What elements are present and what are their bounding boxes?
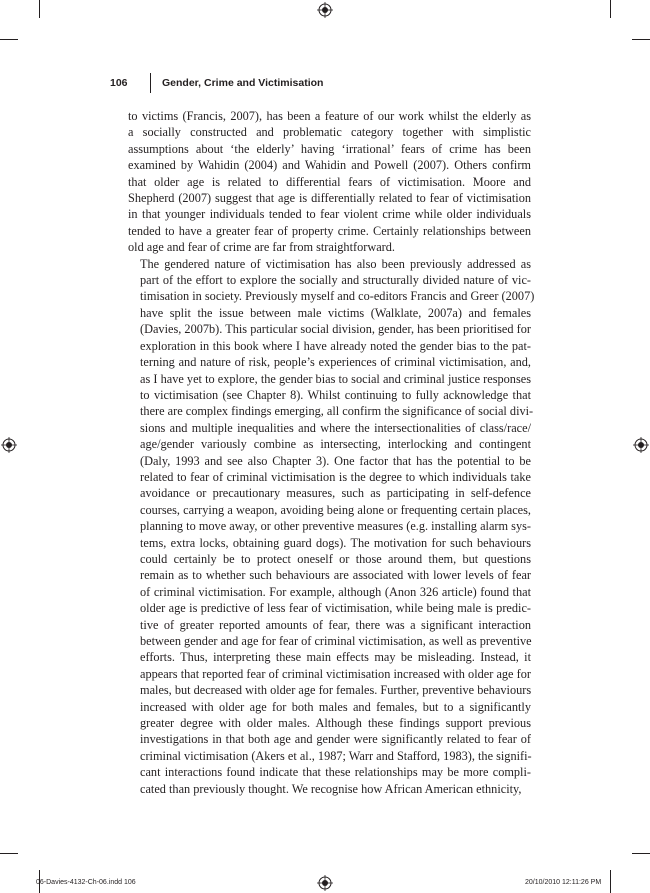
text-line: The gendered nature of victimisation has also been previously addressed as [140,256,531,271]
text-line: old age and fear of crime are far from straightforward. [128,240,395,255]
text-line: have split the issue between male victims (Walklate, 2007a) and females [140,305,531,320]
page-number: 106 [110,77,128,89]
text-line: exploration in this book where I have already noted the gender bias to the pat- [140,338,531,353]
paragraph-2 [128,256,535,797]
text-line: tive of greater reported amounts of fear, there was a significant interaction [140,617,531,632]
text-line: as I have yet to explore, the gender bias to social and criminal justice responses [140,371,531,386]
text-line: to victims (Francis, 2007), has been a feature of our work whilst the elderly as [128,109,531,123]
text-line: of criminal victimisation. For example, although (Anon 326 article) found that [140,584,531,599]
crop-mark-top-left [39,0,40,18]
text-line: sions and multiple inequalities and where the intersectionalities of class/race/ [140,420,531,435]
crop-mark-right-top [632,39,650,40]
text-line: cated than previously thought. We recognise how African American ethnicity, [140,781,522,796]
text-line: terning and nature of risk, people’s experiences of criminal victimisation, and, [140,355,531,370]
text-line: remain as to whether such behaviours are associated with lower levels of fear [140,568,531,583]
text-line: assumptions about ‘the elderly’ having ‘irrational’ fears of crime has been [128,141,531,156]
text-line: males, but decreased with older age for females. Further, preventive behaviours [140,683,532,698]
text-line: in that younger individuals tended to fear violent crime while older individuals [128,207,531,222]
text-line: courses, carrying a weapon, avoiding being alone or frequenting certain places, [140,502,531,517]
text-line: examined by Wahidin (2004) and Wahidin and Powell (2007). Others confirm [128,158,531,173]
text-line: to victimisation (see Chapter 8). Whilst continuing to fully acknowledge that [140,387,531,402]
text-line: related to fear of criminal victimisation is the degree to which individuals take [140,469,531,484]
text-line: planning to move away, or other preventive measures (e.g. installing alarm sys- [140,519,531,534]
crop-mark-right-bottom [632,853,650,854]
text-line: greater degree with older males. Although these findings support previous [140,716,531,731]
text-line: a socially constructed and problematic category together with simplistic [128,125,531,140]
running-header [110,72,323,94]
text-line: timisation in society. Previously myself and co-editors Francis and Greer (2007) [140,289,535,304]
text-line: there are complex findings emerging, all confirm the significance of social divi- [140,404,534,419]
registration-mark-bottom-icon [317,875,333,891]
text-line: investigations in that both age and gender were significantly related to fear of [140,732,531,747]
text-line: (Daly, 1993 and see also Chapter 3). One factor that has the potential to be [140,453,531,468]
crop-mark-left-top [0,39,18,40]
slug-file-info: 06-Davies-4132-Ch-06.indd 106 [36,879,136,886]
text-line: that older age is related to differential fears of victimisation. Moore and [128,174,531,189]
text-line: (Davies, 2007b). This particular social division, gender, has been prioritised for [140,322,531,337]
text-line: tended to have a greater fear of property crime. Certainly relationships between [128,223,531,238]
text-line: appears that reported fear of criminal victimisation increased with older age for [140,666,531,681]
slug-timestamp: 20/10/2010 12:11:26 PM [525,879,602,886]
registration-mark-right-icon [633,437,649,453]
text-line: tems, extra locks, obtaining guard dogs). The motivation for such behaviours [140,535,531,550]
registration-mark-top-icon [317,2,333,18]
header-divider [150,73,151,93]
text-line: Shepherd (2007) suggest that age is differentially related to fear of victimisation [128,191,531,206]
text-line: part of the effort to explore the socially and structurally divided nature of vic- [140,273,531,288]
text-line: between gender and age for fear of criminal victimisation, as well as preventive [140,634,532,648]
running-title: Gender, Crime and Victimisation [162,77,324,89]
text-line: criminal victimisation (Akers et al., 1987; Warr and Stafford, 1983), the signifi- [140,748,532,763]
text-line: could certainly be to protect oneself or those around them, but questions [140,551,531,566]
text-line: age/gender variously combine as intersecting, interlocking and contingent [140,437,531,452]
paragraph-1 [128,108,531,256]
registration-mark-left-icon [1,437,17,453]
text-line: older age is predictive of less fear of victimisation, while being male is predic- [140,601,531,616]
text-line: avoidance or precautionary measures, such as participating in self-defence [140,486,531,501]
crop-mark-bottom-right [610,870,611,893]
text-line: cant interactions found indicate that these relationships may be more compli- [140,765,531,780]
text-line: increased with older age for both males and females, but to a significantly [140,699,531,714]
body-text [128,108,535,797]
crop-mark-top-right [610,0,611,18]
crop-mark-left-bottom [0,853,18,854]
text-line: efforts. Thus, interpreting these main effects may be misleading. Instead, it [140,650,531,665]
